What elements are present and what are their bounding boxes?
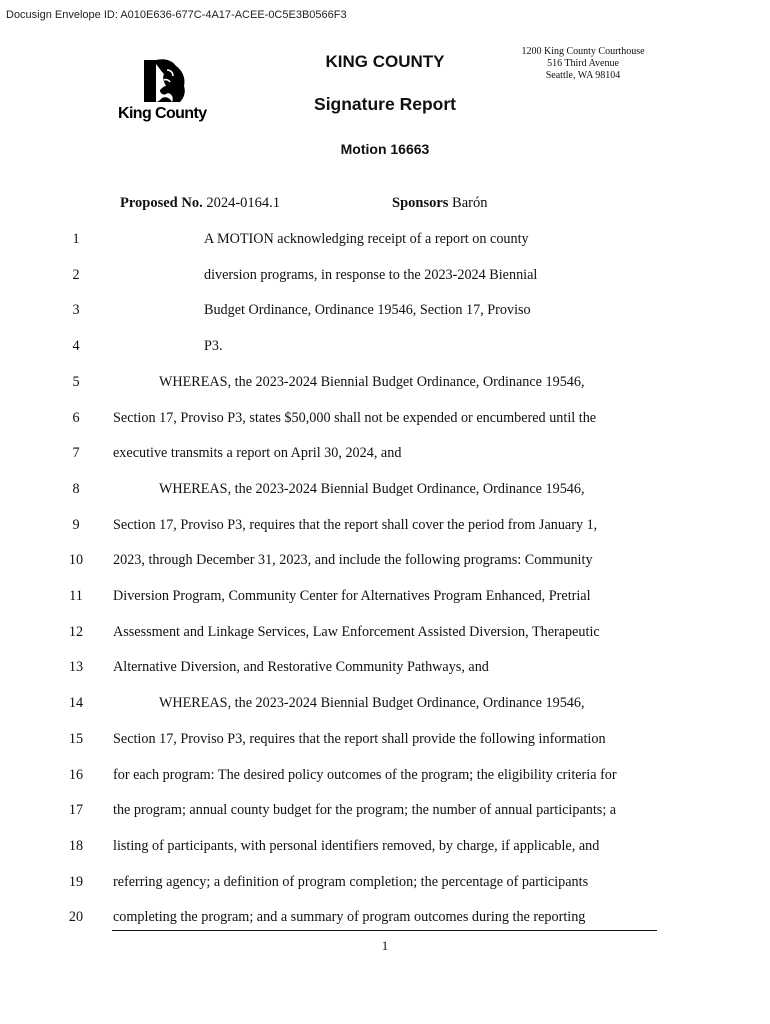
motion-line (0, 336, 770, 356)
sponsors-label: Sponsors (392, 195, 449, 211)
motion-line (0, 657, 770, 677)
line-number: 6 (72, 409, 80, 426)
line-number: 20 (68, 909, 84, 926)
line-text: diversion programs, in response to the 2023-2024 Biennial (204, 266, 538, 283)
motion-line (0, 265, 770, 285)
motion-line (0, 479, 770, 499)
page-number: 1 (381, 938, 389, 953)
line-number: 14 (68, 695, 84, 712)
line-text: listing of participants, with personal identifiers removed, by charge, if applicable, and (113, 837, 600, 854)
sponsors (392, 195, 487, 212)
sponsors-value: Barón (452, 195, 488, 211)
motion-line (0, 408, 770, 428)
line-number: 18 (68, 837, 84, 854)
footer-rule (112, 930, 657, 931)
motion-line (0, 765, 770, 785)
motion-line (0, 229, 770, 249)
line-number: 13 (68, 659, 84, 676)
line-text: Section 17, Proviso P3, requires that the report shall provide the following information (113, 730, 606, 747)
line-text: A MOTION acknowledging receipt of a report on county (204, 231, 529, 247)
motion-line (0, 622, 770, 642)
line-number: 8 (72, 480, 80, 497)
line-number: 17 (68, 802, 84, 819)
line-text: WHEREAS, the 2023-2024 Biennial Budget Ordinance, Ordinance 19546, (159, 695, 585, 712)
motion-line (0, 372, 770, 392)
line-number: 7 (72, 445, 80, 462)
line-number: 15 (68, 730, 84, 747)
line-text: P3. (204, 338, 223, 355)
line-number: 12 (68, 623, 84, 640)
line-text: the program; annual county budget for the program; the number of annual participants; a (113, 802, 617, 819)
line-number: 16 (68, 766, 84, 783)
line-text: for each program: The desired policy outcomes of the program; the eligibility criteria for (113, 766, 617, 783)
logo-text: King County (118, 105, 207, 122)
docusign-envelope-id: Docusign Envelope ID: A010E636-677C-4A17-ACEE-0C5E3B0566F3 (6, 9, 347, 21)
motion-line (0, 872, 770, 892)
line-number: 3 (72, 302, 80, 319)
motion-line (0, 443, 770, 463)
line-text: WHEREAS, the 2023-2024 Biennial Budget Ordinance, Ordinance 19546, (159, 480, 585, 497)
mlk-portrait-logo-icon (142, 58, 188, 104)
address-line: Seattle, WA 98104 (545, 70, 621, 81)
line-text: Diversion Program, Community Center for Alternatives Program Enhanced, Pretrial (113, 588, 591, 604)
address-line: 1200 King County Courthouse (521, 46, 645, 57)
line-text: executive transmits a report on April 30, 2024, and (113, 445, 402, 462)
line-text: completing the program; and a summary of program outcomes during the reporting (113, 909, 586, 926)
line-text: referring agency; a definition of program completion; the percentage of participants (113, 873, 589, 890)
line-text: Assessment and Linkage Services, Law Enforcement Assisted Diversion, Therapeutic (113, 623, 600, 640)
courthouse-address (508, 46, 658, 82)
motion-line (0, 300, 770, 320)
motion-number: Motion 16663 (340, 141, 430, 157)
line-text: WHEREAS, the 2023-2024 Biennial Budget Ordinance, Ordinance 19546, (159, 373, 585, 390)
line-text: Section 17, Proviso P3, requires that the report shall cover the period from January 1, (113, 516, 598, 533)
county-title: KING COUNTY (325, 52, 445, 71)
motion-line (0, 729, 770, 749)
line-text: 2023, through December 31, 2023, and include the following programs: Community (113, 552, 593, 569)
line-number: 2 (72, 266, 80, 283)
line-text: Alternative Diversion, and Restorative Community Pathways, and (113, 659, 489, 676)
report-title: Signature Report (314, 94, 456, 114)
motion-line (0, 693, 770, 713)
line-number: 4 (72, 338, 80, 355)
motion-line (0, 586, 770, 606)
proposed-label: Proposed No. (120, 195, 203, 211)
proposed-number (120, 195, 280, 212)
line-number: 5 (72, 373, 80, 390)
motion-line (0, 836, 770, 856)
line-text: Budget Ordinance, Ordinance 19546, Section 17, Proviso (204, 302, 531, 319)
king-county-logo (118, 58, 218, 128)
line-number: 10 (68, 552, 84, 569)
line-text: Section 17, Proviso P3, states $50,000 shall not be expended or encumbered until the (113, 409, 597, 426)
line-number: 19 (68, 873, 84, 890)
address-line: 516 Third Avenue (547, 58, 619, 69)
motion-line (0, 800, 770, 820)
line-number: 1 (72, 231, 80, 247)
line-number: 11 (69, 588, 83, 604)
motion-line (0, 515, 770, 535)
motion-line (0, 907, 770, 927)
proposed-value: 2024-0164.1 (206, 195, 281, 211)
line-number: 9 (72, 516, 80, 533)
motion-line (0, 550, 770, 570)
